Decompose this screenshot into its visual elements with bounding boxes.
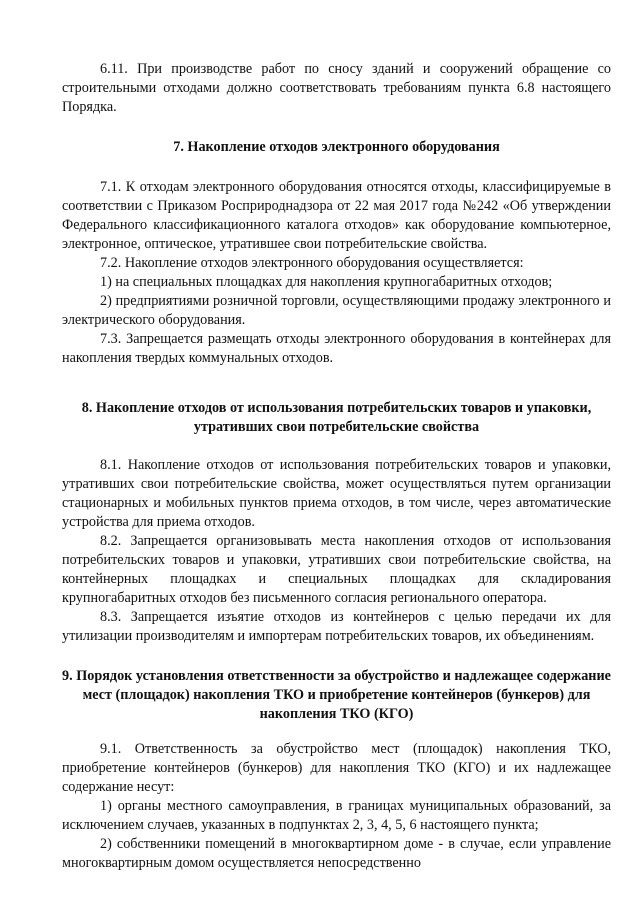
list-item-7-2-1: 1) на специальных площадках для накопления крупногабаритных отходов; (100, 274, 553, 290)
paragraph-8-2: 8.2. Запрещается организовывать места накопления отходов от использования потребительских товаров и упаковки, утративших свои потребительские свойства, на контейнерных площадках и специальных площадках для складирования крупногабаритных отходов без письменного согласия регионального оператора. (62, 533, 611, 606)
list-item-7-2-2: 2) предприятиями розничной торговли, осуществляющими продажу электронного и электрического оборудования. (62, 293, 611, 328)
list-item-9-1-1: 1) органы местного самоуправления, в границах муниципальных образований, за исключением случаев, указанных в подпунктах 2, 3, 4, 5, 6 настоящего пункта; (62, 798, 611, 833)
paragraph-6-11: 6.11. При производстве работ по сносу зданий и сооружений обращение со строительными отходами должно соответствовать требованиям пункта 6.8 настоящего Порядка. (62, 61, 611, 115)
paragraph-7-1: 7.1. К отходам электронного оборудования относятся отходы, классифицируемые в соответствии с Приказом Росприроднадзора от 22 мая 2017 года №242 «Об утверждении Федерального классификационного каталога отходов» как оборудование компьютерное, электронное, оптическое, утратившее свои потребительские свойства. (62, 179, 611, 252)
list-item-9-1-2: 2) собственники помещений в многоквартирном доме - в случае, если управление многоквартирным домом осуществляется непосредственно (62, 836, 611, 871)
paragraph-9-1: 9.1. Ответственность за обустройство мест (площадок) накопления ТКО, приобретение контейнеров (бункеров) для накопления ТКО (КГО) и их надлежащее содержание несут: (62, 741, 611, 795)
document-page (62, 60, 611, 873)
paragraph-7-2: 7.2. Накопление отходов электронного оборудования осуществляется: (100, 255, 524, 271)
section-7-heading: 7. Накопление отходов электронного оборудования (173, 139, 500, 155)
section-8-heading: 8. Накопление отходов от использования потребительских товаров и упаковки, утративших свои потребительские свойства (81, 400, 592, 435)
section-9-heading: 9. Порядок установления ответственности за обустройство и надлежащее содержание мест (площадок) накопления ТКО и приобретение контейнеров (бункеров) для накопления ТКО (КГО) (62, 668, 611, 722)
paragraph-8-3: 8.3. Запрещается изъятие отходов из контейнеров с целью передачи их для утилизации производителям и импортерам потребительских товаров, их объединениям. (62, 609, 611, 644)
paragraph-8-1: 8.1. Накопление отходов от использования потребительских товаров и упаковки, утративших свои потребительские свойства, может осуществляться путем организации стационарных и мобильных пунктов приема отходов, в том числе, через автоматические устройства для приема отходов. (62, 457, 611, 530)
paragraph-7-3: 7.3. Запрещается размещать отходы электронного оборудования в контейнерах для накопления твердых коммунальных отходов. (62, 331, 611, 366)
